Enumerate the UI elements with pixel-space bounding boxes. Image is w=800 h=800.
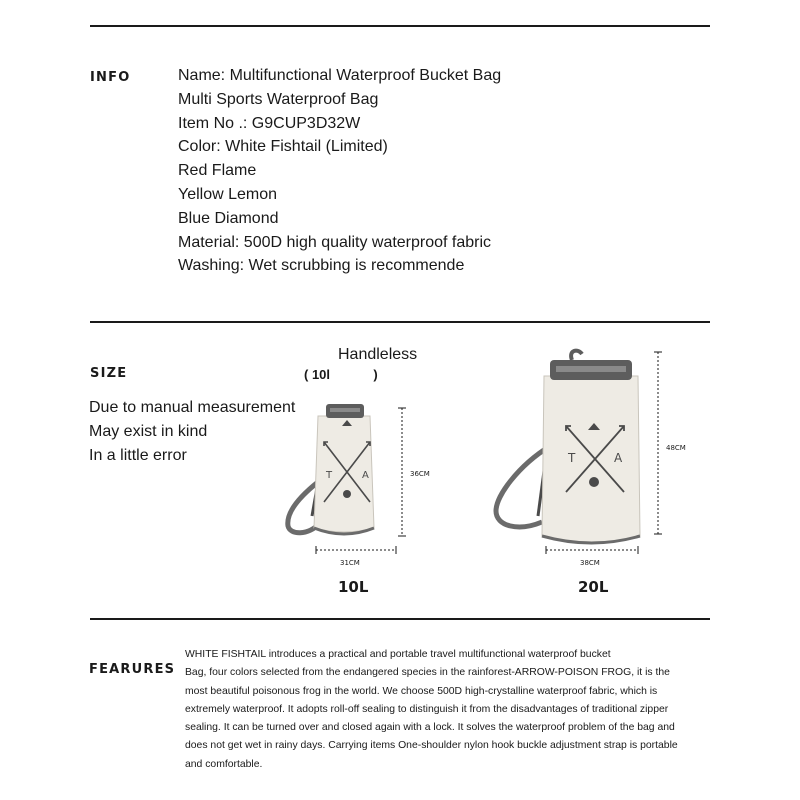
bag-print-letter-a: A: [614, 451, 623, 465]
info-material: Material: 500D high quality waterproof fabric: [178, 233, 492, 251]
top-divider: [90, 25, 710, 27]
features-line: Bag, four colors selected from the endangered species in the rainforest-ARROW-POISON FROG, it is the: [185, 667, 670, 679]
info-section-label: INFO: [90, 70, 131, 85]
large-bag-width: 38CM: [580, 559, 600, 567]
small-bag-height: 36CM: [410, 470, 430, 478]
measurement-note: [89, 396, 295, 467]
handleless-subtitle: ( 10l ): [304, 367, 378, 382]
large-bag-capacity: 20L: [578, 578, 609, 596]
info-item-no: Item No .: G9CUP3D32W: [178, 114, 361, 132]
info-washing: Washing: Wet scrubbing is recommende: [178, 257, 465, 275]
large-bag-dimension-lines: [540, 350, 670, 560]
features-line: and comfortable.: [185, 758, 263, 770]
small-bag-width: 31CM: [340, 559, 360, 567]
measurement-note-line: May exist in kind: [89, 422, 208, 440]
measurement-note-line: Due to manual measurement: [89, 399, 296, 416]
features-line: does not get wet in rainy days. Carrying items One-shoulder nylon hook buckle adjustment strap is portable: [185, 740, 678, 752]
size-section-label: SIZE: [90, 366, 128, 381]
small-bag-capacity: 10L: [338, 578, 369, 596]
measurement-note-line: In a little error: [89, 446, 187, 464]
info-list: [178, 64, 501, 278]
features-line: sealing. It can be turned over and closed again with a lock. It solves the waterproof problem of the bag and: [185, 722, 675, 734]
features-section-label: FEARURES: [89, 662, 176, 677]
bag-print-letter-t: T: [568, 451, 576, 465]
features-line: most beautiful poisonous frog in the world. We choose 500D high-crystalline waterproof fabric, which is: [185, 685, 658, 697]
info-color: Color: White Fishtail (Limited): [178, 138, 388, 156]
bag-print-letter-t: T: [326, 470, 333, 481]
large-bag-height: 48CM: [666, 444, 686, 452]
bag-print-letter-a: A: [362, 470, 369, 481]
features-description: [185, 646, 710, 774]
info-subtitle: Multi Sports Waterproof Bag: [178, 90, 379, 108]
features-line: WHITE FISHTAIL introduces a practical and portable travel multifunctional waterproof bucket: [185, 649, 611, 660]
size-divider: [90, 618, 710, 620]
info-color-blue: Blue Diamond: [178, 209, 279, 227]
handleless-title: Handleless: [338, 346, 418, 363]
info-color-red: Red Flame: [178, 162, 257, 180]
info-divider: [90, 321, 710, 323]
features-line: extremely waterproof. It adopts roll-off sealing to distinguish it from the disadvantages of traditional zipper: [185, 703, 669, 715]
info-color-yellow: Yellow Lemon: [178, 185, 278, 203]
info-name: Name: Multifunctional Waterproof Bucket Bag: [178, 67, 502, 84]
small-bag-dimension-lines: [310, 400, 420, 560]
